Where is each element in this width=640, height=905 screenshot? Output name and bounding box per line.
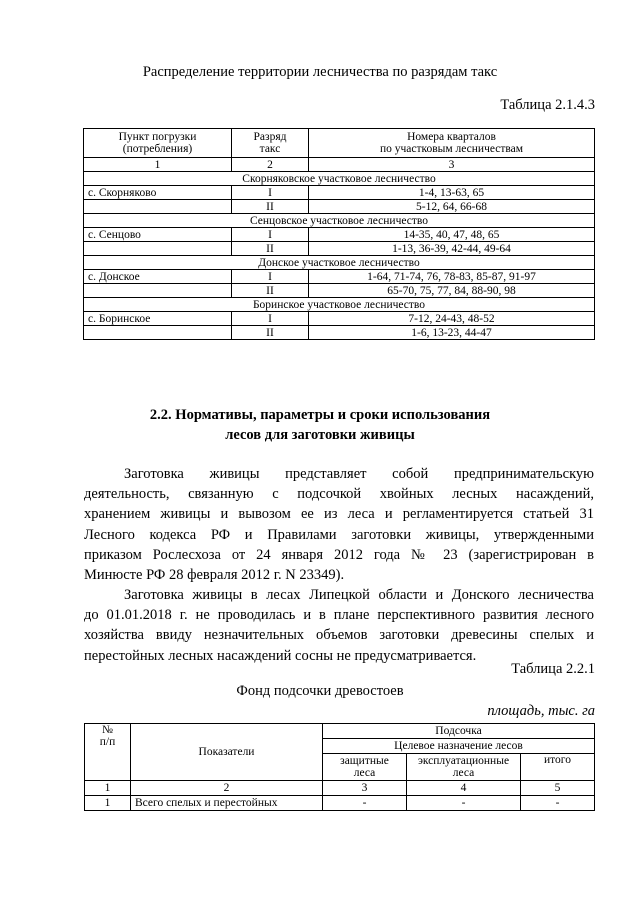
table2-unit: площадь, тыс. га bbox=[487, 703, 595, 719]
table1 bbox=[83, 128, 595, 340]
table2 bbox=[84, 723, 595, 811]
paragraph-line: приказом Рослесхоза от 24 января 2012 года № 23 (зарегистрирован в bbox=[84, 546, 594, 563]
row-exploitation: - bbox=[407, 796, 521, 811]
loading-point-empty bbox=[84, 284, 232, 298]
table2-header-protective: защитные леса bbox=[323, 754, 407, 781]
table2-header-indicators: Показатели bbox=[131, 724, 323, 781]
table1-header-quarters: Номера кварталов по участковым лесничествам bbox=[309, 129, 595, 158]
table-row bbox=[84, 228, 595, 242]
tax-rank: II bbox=[232, 326, 309, 340]
quarter-numbers: 1-13, 36-39, 42-44, 49-64 bbox=[309, 242, 595, 256]
section-heading-line: 2.2. Нормативы, параметры и сроки использования bbox=[149, 407, 491, 423]
loading-point: с. Скорняково bbox=[84, 186, 232, 200]
loading-point-empty bbox=[84, 326, 232, 340]
paragraph-line: до 01.01.2018 г. не проводилась и в плане перспективного развития лесного bbox=[84, 607, 594, 624]
table2-colnum: 4 bbox=[407, 781, 521, 796]
paragraph-line: деятельность, связанную с подсочкой хвойных лесных насаждений, bbox=[84, 486, 594, 503]
loading-point-empty bbox=[84, 200, 232, 214]
section-heading-line: лесов для заготовки живицы bbox=[225, 427, 415, 443]
paragraph-line: Минюсте РФ 28 февраля 2012 г. N 23349). bbox=[84, 567, 345, 584]
table-row bbox=[84, 284, 595, 298]
quarter-numbers: 14-35, 40, 47, 48, 65 bbox=[309, 228, 595, 242]
row-protective: - bbox=[323, 796, 407, 811]
table2-header-row bbox=[85, 724, 595, 739]
section-name: Боринское участковое лесничество bbox=[84, 298, 595, 312]
row-num: 1 bbox=[85, 796, 131, 811]
paragraph-line: Лесного кодекса РФ и Правилами заготовки живицы, утвержденными bbox=[84, 526, 594, 543]
table2-colnum: 1 bbox=[85, 781, 131, 796]
table1-header-rank: Разряд такс bbox=[232, 129, 309, 158]
table2-header-group: Подсочка bbox=[323, 724, 595, 739]
table2-title: Фонд подсочки древостоев bbox=[236, 683, 404, 699]
table2-colnum: 3 bbox=[323, 781, 407, 796]
table2-colnum-row bbox=[85, 781, 595, 796]
section-name: Скорняковское участковое лесничество bbox=[84, 172, 595, 186]
table1-header-row bbox=[84, 129, 595, 158]
tax-rank: I bbox=[232, 228, 309, 242]
table2-header-num: № п/п bbox=[85, 724, 131, 781]
loading-point-empty bbox=[84, 242, 232, 256]
table-row bbox=[85, 796, 595, 811]
loading-point: с. Сенцово bbox=[84, 228, 232, 242]
tax-rank: II bbox=[232, 284, 309, 298]
table2-header-subgroup: Целевое назначение лесов bbox=[323, 739, 595, 754]
table-row bbox=[84, 242, 595, 256]
table1-title: Распределение территории лесничества по разрядам такс bbox=[142, 64, 498, 80]
table1-section-row bbox=[84, 298, 595, 312]
section-name: Сенцовское участковое лесничество bbox=[84, 214, 595, 228]
table1-colnum: 1 bbox=[84, 158, 232, 172]
table1-section-row bbox=[84, 214, 595, 228]
quarter-numbers: 1-6, 13-23, 44-47 bbox=[309, 326, 595, 340]
table1-colnum-row bbox=[84, 158, 595, 172]
table-row bbox=[84, 326, 595, 340]
paragraph-1 bbox=[84, 464, 594, 585]
paragraph-line: хозяйства ввиду незначительных объемов заготовки древесины спелых и bbox=[84, 627, 594, 644]
table1-section-row bbox=[84, 172, 595, 186]
table1-section-row bbox=[84, 256, 595, 270]
table2-header-total: итого bbox=[521, 754, 595, 781]
table1-colnum: 2 bbox=[232, 158, 309, 172]
quarter-numbers: 7-12, 24-43, 48-52 bbox=[309, 312, 595, 326]
table-row bbox=[84, 200, 595, 214]
table-row bbox=[84, 270, 595, 284]
quarter-numbers: 5-12, 64, 66-68 bbox=[309, 200, 595, 214]
tax-rank: I bbox=[232, 312, 309, 326]
tax-rank: I bbox=[232, 186, 309, 200]
section-name: Донское участковое лесничество bbox=[84, 256, 595, 270]
table-row bbox=[84, 312, 595, 326]
tax-rank: II bbox=[232, 200, 309, 214]
row-name: Всего спелых и перестойных bbox=[131, 796, 323, 811]
paragraph-line: Заготовка живицы представляет собой предпринимательскую bbox=[124, 466, 594, 482]
paragraph-2 bbox=[84, 585, 594, 666]
paragraph-line: хранением живицы и вывозом ее из леса и регламентируется статьей 31 bbox=[84, 506, 594, 523]
table-row bbox=[84, 186, 595, 200]
quarter-numbers: 1-4, 13-63, 65 bbox=[309, 186, 595, 200]
loading-point: с. Боринское bbox=[84, 312, 232, 326]
quarter-numbers: 65-70, 75, 77, 84, 88-90, 98 bbox=[309, 284, 595, 298]
paragraph-line: Заготовка живицы в лесах Липецкой области и Донского лесничества bbox=[124, 587, 594, 603]
quarter-numbers: 1-64, 71-74, 76, 78-83, 85-87, 91-97 bbox=[309, 270, 595, 284]
paragraph-line: перестойных лесных насаждений сосны не предусматривается. bbox=[84, 647, 477, 664]
table1-colnum: 3 bbox=[309, 158, 595, 172]
table2-header-exploitation: эксплуатационные леса bbox=[407, 754, 521, 781]
row-total: - bbox=[521, 796, 595, 811]
tax-rank: II bbox=[232, 242, 309, 256]
section-heading bbox=[0, 405, 640, 445]
loading-point: с. Донское bbox=[84, 270, 232, 284]
tax-rank: I bbox=[232, 270, 309, 284]
table1-number: Таблица 2.1.4.3 bbox=[500, 97, 595, 113]
table2-number: Таблица 2.2.1 bbox=[511, 661, 595, 677]
table1-header-point: Пункт погрузки (потребления) bbox=[84, 129, 232, 158]
table2-colnum: 2 bbox=[131, 781, 323, 796]
table2-colnum: 5 bbox=[521, 781, 595, 796]
